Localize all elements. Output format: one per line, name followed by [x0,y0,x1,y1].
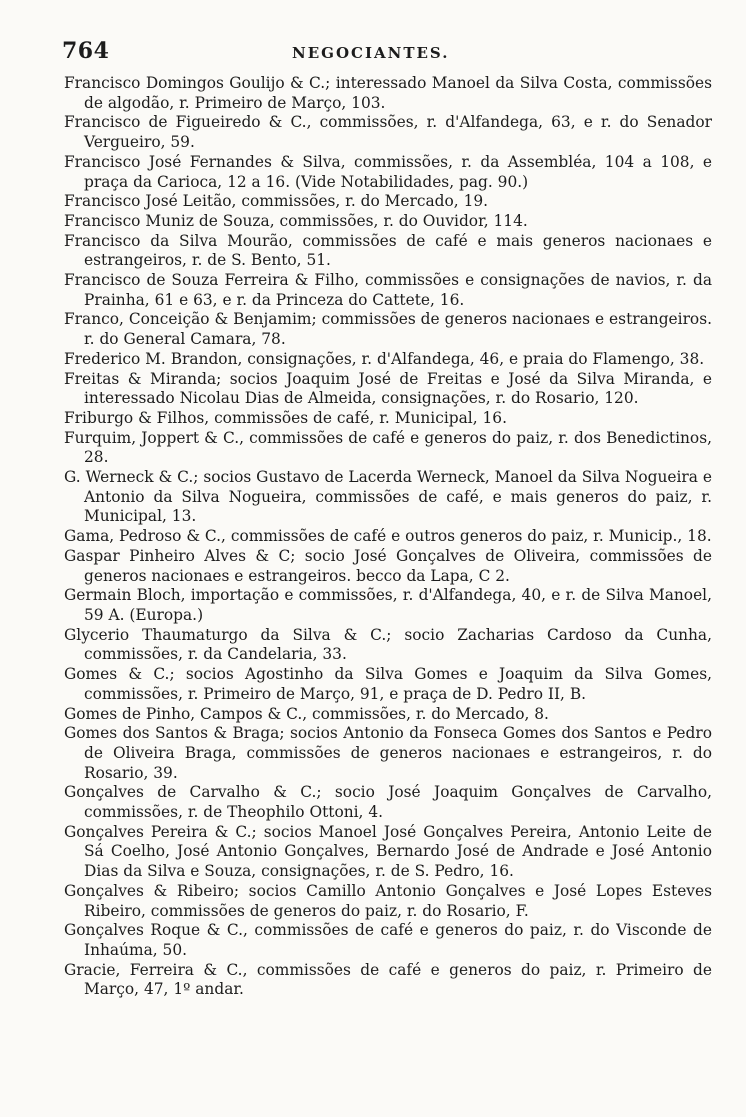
directory-entry: Furquim, Joppert & C., commissões de café e generos do paiz, r. dos Benedictinos, 28. [64,428,712,467]
directory-entry: Gomes & C.; socios Agostinho da Silva Gomes e Joaquim da Silva Gomes, commissões, r. Primeiro de Março, 91, e praça de D. Pedro II, B. [64,665,712,703]
directory-entry: Gomes de Pinho, Campos & C., commissões, r. do Mercado, 8. [64,704,549,723]
directory-entry: Francisco de Souza Ferreira & Filho, commissões e consignações de navios, r. da Prainha, 61 e 63, e r. da Princeza do Cattete, 16. [64,271,712,309]
page-number: 764 [62,38,110,64]
directory-entry: Germain Bloch, importação e commissões, r. d'Alfandega, 40, e r. de Silva Manoel, 59 A. (Europa.) [64,586,712,624]
directory-entry: Francisco Domingos Goulijo & C.; interessado Manoel da Silva Costa, commissões de algodão, r. Primeiro de Março, 103. [64,74,712,112]
directory-entry: Frederico M. Brandon, consignações, r. d'Alfandega, 46, e praia do Flamengo, 38. [64,349,705,368]
running-head: NEGOCIANTES. [292,44,450,62]
directory-entry: Gracie, Ferreira & C., commissões de café e generos do paiz, r. Primeiro de Março, 47, 1º andar. [64,960,712,999]
directory-entry: Francisco da Silva Mourão, commissões de café e mais generos nacionaes e estrangeiros, r. de S. Bento, 51. [64,231,712,270]
directory-entries [64,74,712,1000]
directory-entry: G. Werneck & C.; socios Gustavo de Lacerda Werneck, Manoel da Silva Nogueira e Antonio da Silva Nogueira, commissões de café, e mais generos do paiz, r. Municipal, 13. [64,468,712,526]
directory-entry: Freitas & Miranda; socios Joaquim José de Freitas e José da Silva Miranda, e interessado Nicolau Dias de Almeida, consignações, r. do Rosario, 120. [64,369,712,408]
directory-entry: Gaspar Pinheiro Alves & C; socio José Gonçalves de Oliveira, commissões de generos nacionaes e estrangeiros. becco da Lapa, C 2. [64,546,712,585]
directory-entry: Gonçalves Roque & C., commissões de café e generos do paiz, r. do Visconde de Inhaúma, 50. [64,921,712,959]
directory-entry: Gonçalves de Carvalho & C.; socio José Joaquim Gonçalves de Carvalho, commissões, r. de Theophilo Ottoni, 4. [64,783,712,822]
directory-entry: Francisco José Leitão, commissões, r. do Mercado, 19. [64,192,489,211]
directory-entry: Friburgo & Filhos, commissões de café, r. Municipal, 16. [64,408,507,427]
directory-entry: Francisco Muniz de Souza, commissões, r. do Ouvidor, 114. [64,211,528,230]
directory-entry: Gama, Pedroso & C., commissões de café e outros generos do paiz, r. Municip., 18. [64,527,712,546]
directory-entry: Gonçalves Pereira & C.; socios Manoel José Gonçalves Pereira, Antonio Leite de Sá Coelho, José Antonio Gonçalves, Bernardo José de Andrade e José Antonio Dias da Silva e Souza, consignações, r. de S. Pedro, 16. [64,822,712,881]
directory-entry: Gomes dos Santos & Braga; socios Antonio da Fonseca Gomes dos Santos e Pedro de Oliveira Braga, commissões de generos nacionaes e estrangeiros, r. do Rosario, 39. [64,724,712,782]
directory-entry: Francisco de Figueiredo & C., commissões, r. d'Alfandega, 63, e r. do Senador Vergueiro, 59. [64,113,712,152]
directory-entry: Glycerio Thaumaturgo da Silva & C.; socio Zacharias Cardoso da Cunha, commissões, r. da Candelaria, 33. [64,625,712,664]
directory-entry: Gonçalves & Ribeiro; socios Camillo Antonio Gonçalves e José Lopes Esteves Ribeiro, commissões de generos do paiz, r. do Rosario, F. [64,881,712,920]
page-header [62,38,722,68]
directory-entry: Franco, Conceição & Benjamim; commissões de generos nacionaes e estrangeiros. r. do General Camara, 78. [64,310,712,349]
directory-entry: Francisco José Fernandes & Silva, commissões, r. da Assembléa, 104 a 108, e praça da Carioca, 12 a 16. (Vide Notabilidades, pag. 90.) [64,152,712,191]
